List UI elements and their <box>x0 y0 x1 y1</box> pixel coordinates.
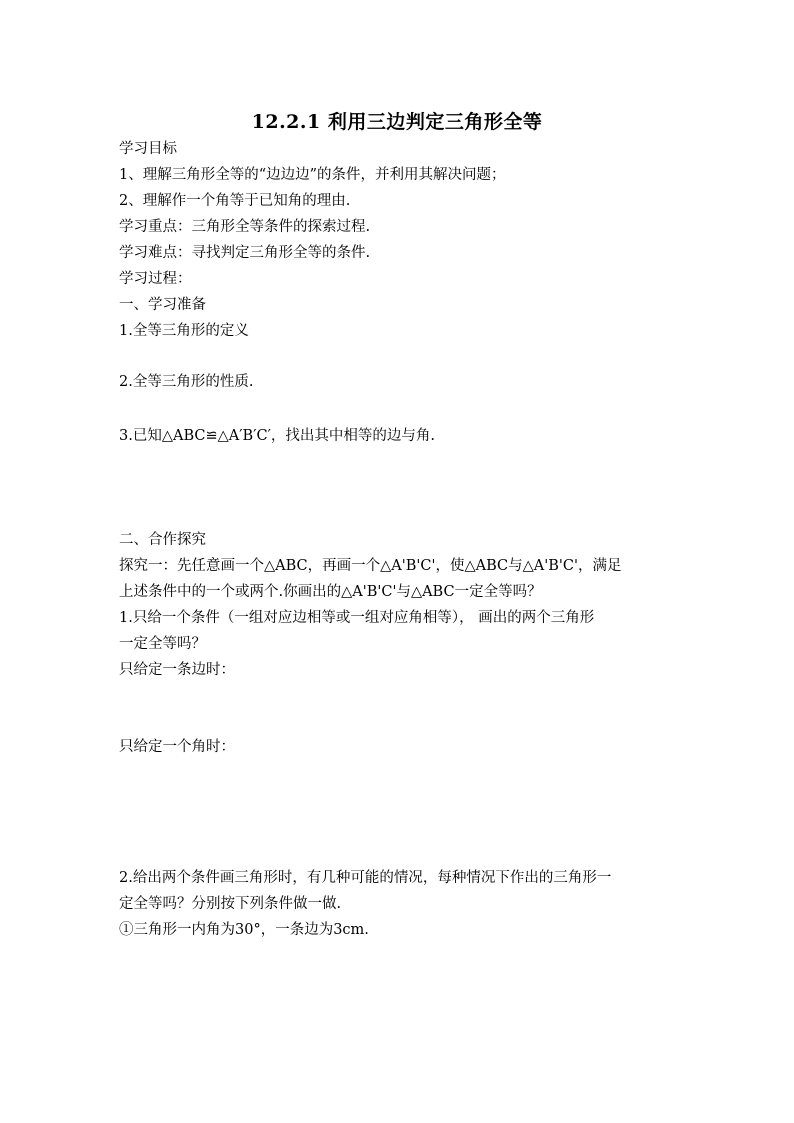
section-heading-cooperation: 二、合作探究 <box>119 532 206 548</box>
section-heading-objectives: 学习目标 <box>119 141 177 157</box>
difficult-point: 学习难点：寻找判定三角形全等的条件. <box>119 245 371 261</box>
prompt-one-angle: 只给定一个角时： <box>119 739 235 755</box>
question-two-conditions-line-2: 定全等吗？分别按下列条件做一做. <box>119 896 342 912</box>
question-one-condition-line-1: 1.只给一个条件（一组对应边相等或一组对应角相等）， 画出的两个三角形 <box>119 610 595 626</box>
question-two-conditions-line-1: 2.给出两个条件画三角形时，有几种可能的情况，每种情况下作出的三角形一 <box>119 870 612 886</box>
question-definition: 1.全等三角形的定义 <box>119 323 249 339</box>
condition-item-1: ①三角形一内角为30°，一条边为3cm. <box>119 922 369 938</box>
objective-2: 2、理解作一个角等于已知角的理由. <box>119 193 351 209</box>
question-properties: 2.全等三角形的性质. <box>119 374 254 390</box>
objective-1: 1、理解三角形全等的“边边边”的条件，并利用其解决问题； <box>119 167 506 183</box>
exploration-1-line-2: 上述条件中的一个或两个.你画出的△A'B'C'与△ABC一定全等吗？ <box>119 584 542 600</box>
document-title: 12.2.1 利用三边判定三角形全等 <box>251 111 543 133</box>
prompt-one-side: 只给定一条边时： <box>119 662 235 678</box>
exploration-1-line-1: 探究一：先任意画一个△ABC，再画一个△A'B'C'，使△ABC与△A'B'C'，满足 <box>119 558 622 574</box>
section-heading-preparation: 一、学习准备 <box>119 297 206 313</box>
question-one-condition-line-2: 一定全等吗？ <box>119 636 206 652</box>
key-point: 学习重点：三角形全等条件的探索过程. <box>119 219 371 235</box>
question-corresponding-parts: 3.已知△ABC≌△A′B′C′，找出其中相等的边与角. <box>119 428 435 444</box>
section-heading-process: 学习过程： <box>119 271 192 287</box>
